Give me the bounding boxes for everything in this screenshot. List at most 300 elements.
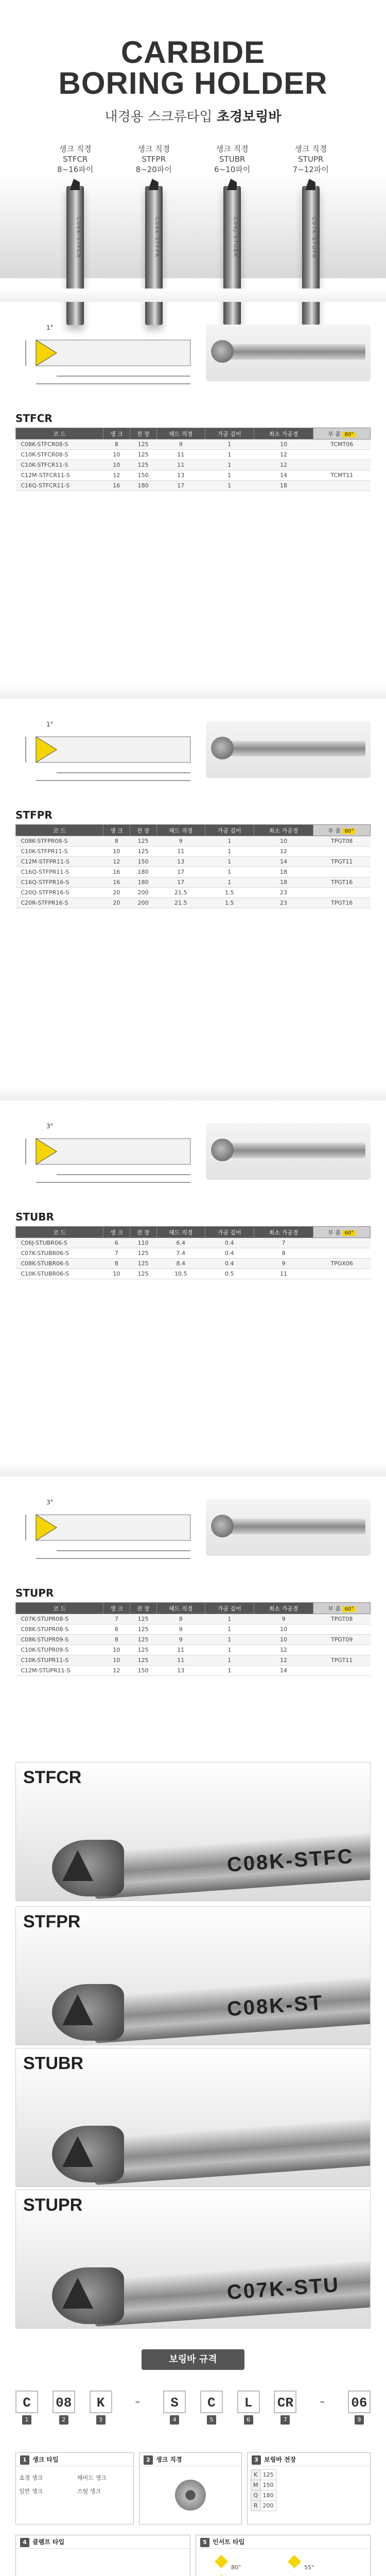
length-code: M xyxy=(251,2480,261,2490)
code-position-number: 6 xyxy=(244,2415,253,2425)
code-breakdown xyxy=(15,2391,371,2425)
spec-value-cell: TCMT11 xyxy=(313,470,371,481)
spec-value-cell: 10 xyxy=(103,1655,130,1666)
code-cell xyxy=(274,2391,296,2425)
table-row xyxy=(16,1635,371,1645)
clamp-type-box xyxy=(15,2535,190,2576)
spec-value-cell xyxy=(313,846,371,857)
drawing-angle-label: 1° xyxy=(46,721,54,728)
tool-shank-image xyxy=(92,1827,371,1899)
spec-value-cell xyxy=(313,450,371,460)
code-position-number: 2 xyxy=(59,2415,68,2425)
spec-value-cell: 11 xyxy=(156,1655,205,1666)
section-divider xyxy=(0,1087,386,1100)
spec-value-cell: 7 xyxy=(254,1238,313,1248)
spec-table-header: 전 장 xyxy=(130,1603,156,1614)
hero-subtitle-prefix: 내경용 스크류타입 xyxy=(104,109,213,125)
code-position-number: 1 xyxy=(22,2415,31,2425)
shank-type-item: 일반 생크 xyxy=(19,2488,43,2495)
code-character: - xyxy=(318,2394,326,2410)
spec-value-cell: 21.5 xyxy=(156,898,205,908)
product-code-cell: C10K-STUPR11-S xyxy=(16,1655,103,1666)
spec-value-cell: 23 xyxy=(254,888,313,898)
tool-head-image xyxy=(52,1984,124,2041)
spec-table-header: 생 크 xyxy=(103,428,130,439)
table-row xyxy=(16,1614,371,1624)
spec-value-cell: 125 xyxy=(130,836,156,846)
table-row xyxy=(16,439,371,450)
spec-table-header: 전 장 xyxy=(130,1227,156,1238)
spec-value-cell: 12 xyxy=(254,460,313,470)
insert-type-box xyxy=(196,2535,371,2576)
spec-value-cell: 150 xyxy=(130,857,156,867)
table-row xyxy=(16,857,371,867)
spec-value-cell: 8 xyxy=(254,1248,313,1259)
table-row xyxy=(16,1248,371,1259)
code-cell xyxy=(163,2391,186,2425)
box-title: 보링바 전장 xyxy=(264,2456,296,2463)
spec-value-cell: 11 xyxy=(156,846,205,857)
spec-value-cell: 10 xyxy=(103,450,130,460)
table-row xyxy=(16,1238,371,1248)
spec-value-cell: 8 xyxy=(103,1624,130,1635)
spec-table-header: 가공 깊이 xyxy=(205,428,254,439)
spec-value-cell xyxy=(313,481,371,491)
spec-value-cell: 125 xyxy=(130,1259,156,1269)
hero-col-line3: 6∼10파이 xyxy=(214,165,251,174)
length-value: 200 xyxy=(260,2501,276,2511)
section-label: STFPR xyxy=(15,809,52,821)
spec-value-cell xyxy=(313,1624,371,1635)
bar-length-table xyxy=(251,2469,276,2511)
tool-photo-tag: STUPR xyxy=(23,2195,83,2215)
table-row xyxy=(16,877,371,888)
spec-value-cell: 8 xyxy=(103,439,130,450)
spec-value-cell: 110 xyxy=(130,1238,156,1248)
spec-value-cell: 125 xyxy=(130,846,156,857)
spec-value-cell: 7 xyxy=(103,1248,130,1259)
spec-table-header: 최소 가공경 xyxy=(254,428,313,439)
spec-value-cell: 125 xyxy=(130,1635,156,1645)
shank-type-item: 헤비드 생크 xyxy=(77,2475,107,2481)
product-code-cell: C10K-STUPR09-S xyxy=(16,1645,103,1655)
section-divider xyxy=(0,685,386,699)
spec-value-cell: 9 xyxy=(156,439,205,450)
spec-table-header: 가공 깊이 xyxy=(205,1603,254,1614)
spec-value-cell: 12 xyxy=(254,1645,313,1655)
hero-col-line2: STUBR xyxy=(219,155,245,164)
tool-shank-image xyxy=(226,344,365,360)
spec-value-cell: 1 xyxy=(205,857,254,867)
spec-value-cell: 14 xyxy=(254,857,313,867)
spec-value-cell: 150 xyxy=(130,1666,156,1676)
tool-thumbnail xyxy=(206,721,371,778)
spec-value-cell: 10 xyxy=(254,439,313,450)
shank-diameter-icon xyxy=(175,2480,206,2511)
spec-value-cell: TPGT16 xyxy=(313,877,371,888)
spec-value-cell: TPGT11 xyxy=(313,857,371,867)
spec-value-cell: 12 xyxy=(254,846,313,857)
spec-value-cell: 16 xyxy=(103,877,130,888)
code-character: CR xyxy=(274,2391,296,2413)
spec-value-cell: 8 xyxy=(156,1614,205,1624)
hero-subtitle-strong: 초경보링바 xyxy=(216,109,282,125)
spec-value-cell: 8 xyxy=(103,1259,130,1269)
spec-value-cell: 8 xyxy=(103,836,130,846)
spec-value-cell: 125 xyxy=(130,439,156,450)
tool-head-image xyxy=(211,340,234,363)
code-cell xyxy=(90,2391,112,2425)
product-code-cell: C12M-STFCR11-S xyxy=(16,470,103,481)
table-row xyxy=(16,1655,371,1666)
spec-table-header: 최소 가공경 xyxy=(254,825,313,836)
drawing-angle-label: 3° xyxy=(46,1123,54,1130)
table-row xyxy=(16,888,371,898)
spec-value-cell: 17 xyxy=(156,867,205,877)
code-character: L xyxy=(237,2391,260,2413)
tool-photo-tag: STUBR xyxy=(23,2054,84,2073)
spec-value-cell: 20 xyxy=(103,888,130,898)
spec-value-cell: 180 xyxy=(130,481,156,491)
length-code: R xyxy=(251,2501,261,2511)
tool-head-image xyxy=(211,1515,234,1537)
insert-angle: 80° xyxy=(231,2564,241,2571)
tool-shank-image xyxy=(92,2255,371,2327)
product-code-cell: C10K-STFPR11-S xyxy=(16,846,103,857)
product-code-cell: C08K-STUPR08-S xyxy=(16,1624,103,1635)
spec-value-cell: 10 xyxy=(103,460,130,470)
spec-value-cell: 10 xyxy=(254,836,313,846)
insert-angle-badge: 60° xyxy=(342,828,356,834)
spec-table-header: 가공 깊이 xyxy=(205,825,254,836)
technical-drawing xyxy=(15,1113,201,1200)
drawing-angle-label: 1° xyxy=(46,324,54,331)
spec-value-cell: 1 xyxy=(205,1614,254,1624)
spec-table-header: 헤드 직경 xyxy=(156,1227,205,1238)
spec-value-cell: TPGT08 xyxy=(313,1614,371,1624)
tool-shank-image xyxy=(92,2113,371,2185)
section-divider xyxy=(0,1463,386,1477)
spec-value-cell: 10 xyxy=(103,846,130,857)
product-code-cell: C12M-STFPR11-S xyxy=(16,857,103,867)
spec-value-cell xyxy=(313,1269,371,1279)
table-row xyxy=(16,1645,371,1655)
spec-table-header: 헤드 직경 xyxy=(156,1603,205,1614)
tool-head-image xyxy=(52,2267,124,2324)
spec-value-cell xyxy=(313,460,371,470)
spec-value-cell: TCMT06 xyxy=(313,439,371,450)
spec-value-cell: 6 xyxy=(103,1238,130,1248)
hero-col-line1: 생크 직경 xyxy=(216,144,249,154)
code-character: C xyxy=(200,2391,223,2413)
spec-value-cell: 7 xyxy=(103,1614,130,1624)
hero-col-line2: STFPR xyxy=(142,155,166,164)
spec-value-cell: TPGT16 xyxy=(313,898,371,908)
spec-value-cell: 21.5 xyxy=(156,888,205,898)
spec-table-header: 가공 깊이 xyxy=(205,1227,254,1238)
tool-etch: C08K-STFC xyxy=(226,1844,355,1876)
spec-value-cell xyxy=(313,867,371,877)
code-cell xyxy=(348,2391,371,2425)
spec-value-cell: 16 xyxy=(103,867,130,877)
section-label: STUPR xyxy=(15,1587,54,1599)
product-code-cell: C08K-STUPR09-S xyxy=(16,1635,103,1645)
table-row xyxy=(16,481,371,491)
spec-value-cell: 1 xyxy=(205,481,254,491)
insert-angle-badge: 80° xyxy=(342,432,356,437)
spec-table-header: 헤드 직경 xyxy=(156,825,205,836)
spec-table-header: 부 품 80° xyxy=(313,428,371,439)
tool-shank-image xyxy=(226,1143,365,1158)
spec-value-cell: 8.4 xyxy=(156,1259,205,1269)
spec-value-cell: 9 xyxy=(254,1259,313,1269)
spec-table-header: 부 품 60° xyxy=(313,1227,371,1238)
code-position-number: 5 xyxy=(207,2415,216,2425)
table-row xyxy=(16,867,371,877)
code-cell xyxy=(15,2391,38,2425)
spec-value-cell: 1 xyxy=(205,450,254,460)
spec-value-cell xyxy=(313,1645,371,1655)
spec-value-cell: 1 xyxy=(205,1624,254,1635)
shank-diameter-box xyxy=(139,2452,242,2524)
tool-shank-image xyxy=(226,1519,365,1534)
spec-value-cell: 12 xyxy=(103,857,130,867)
spec-value-cell: 1 xyxy=(205,470,254,481)
spec-value-cell: 10.5 xyxy=(156,1269,205,1279)
tool-head-image xyxy=(52,1840,124,1896)
length-code: Q xyxy=(251,2490,261,2501)
product-code-cell: C10K-STUBR06-S xyxy=(16,1269,103,1279)
tool-shank-image xyxy=(226,741,365,756)
box-number: 1 xyxy=(20,2455,29,2465)
spec-table-header: 생 크 xyxy=(103,1603,130,1614)
table-row xyxy=(16,898,371,908)
tool-head-image xyxy=(52,2126,124,2182)
product-code-cell: C16Q-STFCR11-S xyxy=(16,481,103,491)
tool-photo xyxy=(15,1906,371,2045)
product-code-cell: C07K-STUPR08-S xyxy=(16,1614,103,1624)
box-number: 4 xyxy=(20,2538,29,2547)
insert-angle-badge: 60° xyxy=(342,1230,356,1236)
spec-value-cell: 1 xyxy=(205,877,254,888)
product-code-cell: C07K-STUBR06-S xyxy=(16,1248,103,1259)
length-value: 150 xyxy=(260,2480,276,2490)
spec-value-cell: 0.5 xyxy=(205,1269,254,1279)
spec-value-cell: 18 xyxy=(254,867,313,877)
hero-title xyxy=(0,0,386,99)
spec-value-cell: 0.4 xyxy=(205,1248,254,1259)
spec-value-cell: 1 xyxy=(205,1635,254,1645)
product-code-cell: C08K-STFCR08-S xyxy=(16,439,103,450)
section-divider xyxy=(0,289,386,302)
spec-value-cell: 8 xyxy=(103,1635,130,1645)
spec-value-cell: 125 xyxy=(130,1624,156,1635)
spec-value-cell: 1 xyxy=(205,439,254,450)
spec-value-cell: 125 xyxy=(130,1248,156,1259)
code-character: C xyxy=(15,2391,38,2413)
spec-value-cell: 23 xyxy=(254,898,313,908)
hero-banner xyxy=(0,0,386,278)
spec-value-cell: 1 xyxy=(205,1666,254,1676)
code-character: 06 xyxy=(348,2391,371,2413)
spec-table-header: 전 장 xyxy=(130,825,156,836)
shank-type-item: 스틸 생크 xyxy=(77,2488,101,2495)
spec-value-cell: 1 xyxy=(205,846,254,857)
spec-value-cell: 12 xyxy=(254,450,313,460)
spec-value-cell: 11 xyxy=(156,460,205,470)
spec-section xyxy=(0,1087,386,1458)
spec-value-cell: TPGT08 xyxy=(313,836,371,846)
spec-value-cell: 125 xyxy=(130,1655,156,1666)
code-position-number: 4 xyxy=(170,2415,179,2425)
spec-value-cell: 12 xyxy=(254,1655,313,1666)
box-number: 5 xyxy=(200,2538,209,2547)
spec-value-cell: 1 xyxy=(205,836,254,846)
shank-type-item: 초경 생크 xyxy=(19,2475,43,2481)
spec-table xyxy=(15,428,371,491)
spec-table-header: 코 드 xyxy=(16,1603,103,1614)
spec-value-cell: TPGT11 xyxy=(313,1655,371,1666)
table-row xyxy=(16,836,371,846)
spec-value-cell: 9 xyxy=(254,1614,313,1624)
technical-drawing xyxy=(15,1489,201,1577)
tool-thumbnail xyxy=(206,1123,371,1180)
spec-value-cell xyxy=(313,888,371,898)
code-character: - xyxy=(133,2394,142,2410)
spec-value-cell: 17 xyxy=(156,481,205,491)
table-row xyxy=(16,470,371,481)
tool-photo xyxy=(15,2190,371,2329)
spec-value-cell: 12 xyxy=(103,1666,130,1676)
hero-title-line2: BORING HOLDER xyxy=(58,66,328,100)
hero-col-line3: 8∼16파이 xyxy=(57,165,94,174)
hero-subtitle xyxy=(0,106,386,125)
spec-value-cell xyxy=(313,1248,371,1259)
spec-value-cell: 16 xyxy=(103,481,130,491)
tool-etch: C08K-STFCR xyxy=(75,217,81,259)
spec-value-cell: 11 xyxy=(254,1269,313,1279)
tool-photo-tag: STFCR xyxy=(23,1768,82,1787)
shank-type-box xyxy=(15,2452,134,2524)
code-character: K xyxy=(90,2391,112,2413)
spec-table xyxy=(15,1226,371,1279)
spec-value-cell: 1 xyxy=(205,460,254,470)
insert-angle: 55° xyxy=(304,2564,314,2571)
spec-value-cell: 13 xyxy=(156,1666,205,1676)
spec-table-header: 최소 가공경 xyxy=(254,1603,313,1614)
code-character: 08 xyxy=(52,2391,75,2413)
table-row xyxy=(16,1259,371,1269)
spec-value-cell: 125 xyxy=(130,460,156,470)
spec-value-cell: 125 xyxy=(130,450,156,460)
tool-photo xyxy=(15,2048,371,2187)
hero-col-line3: 8∼20파이 xyxy=(135,165,172,174)
spec-value-cell: 13 xyxy=(156,470,205,481)
spec-value-cell: 1.5 xyxy=(205,888,254,898)
length-code: K xyxy=(251,2470,261,2480)
table-row xyxy=(16,450,371,460)
spec-value-cell: 13 xyxy=(156,857,205,867)
spec-value-cell: 1.5 xyxy=(205,898,254,908)
table-row xyxy=(16,1624,371,1635)
length-value: 180 xyxy=(260,2490,276,2501)
spec-value-cell: TPGX06 xyxy=(313,1259,371,1269)
spec-value-cell: 0.4 xyxy=(205,1238,254,1248)
spec-value-cell: 125 xyxy=(130,1645,156,1655)
rhombus-insert-icon xyxy=(288,2555,301,2568)
product-code-cell: C12M-STUPR11-S xyxy=(16,1666,103,1676)
spec-value-cell: 7.4 xyxy=(156,1248,205,1259)
product-code-cell: C08K-STFPR08-S xyxy=(16,836,103,846)
length-value: 125 xyxy=(260,2470,276,2480)
table-row xyxy=(16,460,371,470)
box-number: 3 xyxy=(252,2455,261,2465)
spec-value-cell: 125 xyxy=(130,1269,156,1279)
spec-value-cell: 11 xyxy=(156,1645,205,1655)
code-cell xyxy=(200,2391,223,2425)
spec-value-cell: 0.4 xyxy=(205,1259,254,1269)
tool-etch: C07K-STUPR xyxy=(310,217,317,259)
tool-etch: C07K-STU xyxy=(226,2273,341,2304)
product-code-cell: C08K-STUBR06-S xyxy=(16,1259,103,1269)
spec-value-cell: 20 xyxy=(103,898,130,908)
box-number: 2 xyxy=(144,2455,153,2465)
code-position-number: 9 xyxy=(355,2415,364,2425)
spec-value-cell: 1 xyxy=(205,1655,254,1666)
tool-head-image xyxy=(211,737,234,759)
spec-value-cell: 14 xyxy=(254,1666,313,1676)
section-label: STFCR xyxy=(15,412,52,425)
spec-section xyxy=(0,685,386,1056)
spec-value-cell: 12 xyxy=(103,470,130,481)
product-code-cell: C20Q-STFPR16-S xyxy=(16,888,103,898)
hero-col-line3: 7∼12파이 xyxy=(292,165,329,174)
box-title: 생크 직경 xyxy=(156,2456,182,2463)
table-row xyxy=(16,846,371,857)
tool-photo xyxy=(15,1762,371,1901)
spec-value-cell: 200 xyxy=(130,888,156,898)
spec-value-cell: 180 xyxy=(130,867,156,877)
product-code-cell: C06J-STUBR06-S xyxy=(16,1238,103,1248)
code-position-number: 7 xyxy=(280,2415,290,2425)
tool-shank-image xyxy=(92,1971,371,2043)
spec-table-header: 최소 가공경 xyxy=(254,1227,313,1238)
table-row xyxy=(16,1269,371,1279)
spec-value-cell xyxy=(313,1666,371,1676)
product-code-cell: C16Q-STFPR11-S xyxy=(16,867,103,877)
product-code-cell: C16Q-STFPR16-S xyxy=(16,877,103,888)
tool-etch: C08K-ST xyxy=(226,1991,324,2021)
hero-col-line1: 생크 직경 xyxy=(294,144,327,154)
code-spec-title: 보링바 규격 xyxy=(142,2349,244,2370)
hero-title-line1: CARBIDE xyxy=(120,35,266,70)
hero-col-line1: 생크 직경 xyxy=(59,144,92,154)
spec-value-cell: 18 xyxy=(254,481,313,491)
spec-section xyxy=(0,289,386,659)
spec-value-cell: 18 xyxy=(254,877,313,888)
tool-etch: C08K-STFPR xyxy=(153,217,160,259)
tool-head-image xyxy=(211,1139,234,1161)
spec-value-cell: 17 xyxy=(156,877,205,888)
spec-table-header: 코 드 xyxy=(16,428,103,439)
spec-value-cell: 125 xyxy=(130,1614,156,1624)
spec-value-cell: 180 xyxy=(130,877,156,888)
spec-value-cell: 10 xyxy=(103,1645,130,1655)
spec-value-cell: 14 xyxy=(254,470,313,481)
spec-table-header: 생 크 xyxy=(103,825,130,836)
rhombus-insert-icon xyxy=(215,2555,228,2568)
hero-col-line2: STFCR xyxy=(63,155,88,164)
